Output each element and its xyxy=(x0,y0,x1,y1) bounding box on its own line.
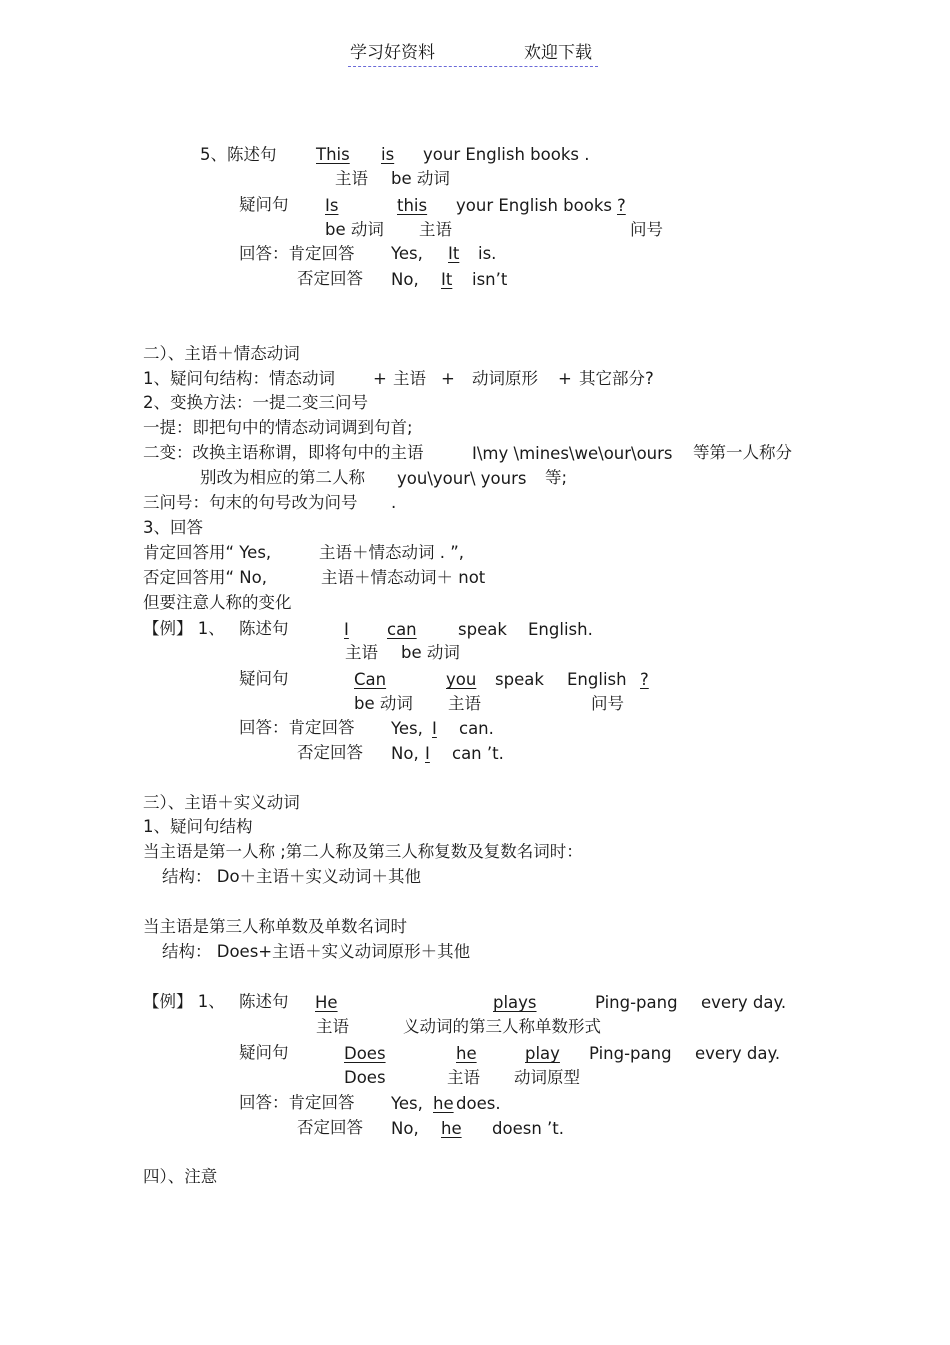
sec3-line3: 结构： Do＋主语＋实义动词＋其他 xyxy=(162,867,422,886)
sec2-no-cant: can ’t. xyxy=(452,744,504,763)
sec2-q-english: English xyxy=(567,670,627,689)
ex5-word-is: is xyxy=(381,145,395,164)
header-left-text: 学习好资料 xyxy=(350,43,435,63)
sec2-line9-a: 否定回答用“ No, xyxy=(143,568,267,587)
sec3-ex-sub-verb: 义动词的第三人称单数形式 xyxy=(403,1017,601,1036)
page-header xyxy=(348,42,598,67)
sec3-no-he: he xyxy=(441,1119,462,1138)
sec3-q-label: 疑问句 xyxy=(239,1043,289,1062)
ex5-answer-label: 回答：肯定回答 xyxy=(239,244,355,263)
sec2-line4-c: 等第一人称分 xyxy=(693,443,792,462)
sec2-negative-label: 否定回答 xyxy=(297,743,363,762)
sec3-ex-sub-subject: 主语 xyxy=(316,1017,349,1036)
sec3-line4: 当主语是第三人称单数及单数名词时 xyxy=(143,917,407,936)
ex5-label: 5、陈述句 xyxy=(200,145,277,164)
sec2-line1-g: 其它部分? xyxy=(579,369,654,388)
sec2-line1-d: + xyxy=(441,369,455,388)
ex5-yes-it: It xyxy=(448,244,460,263)
ex5-q-mark: ? xyxy=(617,196,626,215)
sec2-line6-a: 三问号：句末的句号改为问号 xyxy=(143,493,358,512)
sec3-line1: 1、疑问句结构 xyxy=(143,817,253,836)
sec2-line1-f: + xyxy=(558,369,572,388)
sec2-ex-speak: speak xyxy=(458,620,507,639)
sec2-line1-e: 动词原形 xyxy=(472,369,538,388)
header-right-text: 欢迎下载 xyxy=(524,43,592,63)
sec3-ex-label: 【例】 1、 xyxy=(143,992,225,1011)
ex5-q-is: Is xyxy=(325,196,339,215)
sec2-ex-english: English. xyxy=(528,620,593,639)
sec3-line2: 当主语是第一人称 ;第二人称及第三人称复数及复数名词时： xyxy=(143,842,583,861)
sec3-ex-everyday: every day. xyxy=(701,993,787,1012)
sec3-no-doesnt: doesn ’t. xyxy=(492,1119,564,1138)
sec2-q-sub-subject: 主语 xyxy=(448,694,481,713)
ex5-q-rest: your English books xyxy=(456,196,612,215)
sec3-ex-pingpang: Ping-pang xyxy=(595,993,678,1012)
sec3-negative-label: 否定回答 xyxy=(297,1118,363,1137)
sec3-q-does: Does xyxy=(344,1044,386,1063)
sec2-line4-b: I\my \mines\we\our\ours xyxy=(472,444,673,463)
sec2-line8-a: 肯定回答用“ Yes, xyxy=(143,543,272,562)
sec3-no: No, xyxy=(391,1119,419,1138)
ex5-no: No, xyxy=(391,270,419,289)
sec2-ex-label: 【例】 1、 xyxy=(143,619,225,638)
sec2-line6-b: . xyxy=(391,493,397,512)
sec2-line5-a: 别改为相应的第二人称 xyxy=(200,468,365,487)
sec2-q-speak: speak xyxy=(495,670,544,689)
sec2-line5-b: you\your\ yours xyxy=(397,469,527,488)
sec2-line7: 3、回答 xyxy=(143,518,203,537)
sec2-q-sub-be: be 动词 xyxy=(354,694,413,713)
sec2-line10: 但要注意人称的变化 xyxy=(143,593,292,612)
sec2-line4-a: 二变：改换主语称谓，即将句中的主语 xyxy=(143,443,424,462)
sec2-q-label: 疑问句 xyxy=(239,669,289,688)
sec2-q-mark: ? xyxy=(640,670,649,689)
sec3-yes: Yes, xyxy=(391,1094,423,1113)
ex5-sub2-subject: 主语 xyxy=(419,220,452,239)
sec2-ex-stmt-label: 陈述句 xyxy=(239,619,289,638)
sec2-no: No, xyxy=(391,744,419,763)
sec3-q-play: play xyxy=(525,1044,560,1063)
sec2-line3: 一提：即把句中的情态动词调到句首; xyxy=(143,418,413,437)
sec3-yes-he: he xyxy=(433,1094,454,1113)
sec2-q-can: Can xyxy=(354,670,387,689)
ex5-no-it: It xyxy=(441,270,453,289)
sec3-yes-does: does. xyxy=(456,1094,501,1113)
sec3-line5: 结构： Does+主语＋实义动词原形＋其他 xyxy=(162,942,471,961)
sec3-ex-plays: plays xyxy=(493,993,537,1012)
ex5-yes-is: is. xyxy=(478,244,497,263)
ex5-word-this: This xyxy=(316,145,350,164)
sec2-line1-b: + xyxy=(373,369,387,388)
ex5-rest: your English books . xyxy=(423,145,590,164)
sec2-line1-a: 1、疑问句结构：情态动词 xyxy=(143,369,335,388)
sec3-title: 三）、主语＋实义动词 xyxy=(143,793,300,812)
sec2-ex-i: I xyxy=(344,620,349,639)
sec3-q-pingpang: Ping-pang xyxy=(589,1044,672,1063)
sec2-line2: 2、变换方法：一提二变三问号 xyxy=(143,393,368,412)
sec3-answer-label: 回答：肯定回答 xyxy=(239,1093,355,1112)
sec4-title: 四）、注意 xyxy=(143,1167,218,1186)
ex5-sub2-be: be 动词 xyxy=(325,220,384,239)
ex5-negative-label: 否定回答 xyxy=(297,269,363,288)
sec3-q-he: he xyxy=(456,1044,477,1063)
sec2-yes-can: can. xyxy=(459,719,494,738)
sec2-line5-c: 等; xyxy=(545,468,568,487)
sec2-yes: Yes, xyxy=(391,719,423,738)
ex5-sub2-qmark: 问号 xyxy=(630,220,663,239)
sec3-q-sub-does: Does xyxy=(344,1068,386,1087)
sec3-q-everyday: every day. xyxy=(695,1044,781,1063)
ex5-sub-subject: 主语 xyxy=(335,169,368,188)
sec2-line9-b: 主语＋情态动词＋ not xyxy=(321,568,486,587)
ex5-yes: Yes, xyxy=(391,244,423,263)
sec3-q-sub-verb: 动词原型 xyxy=(514,1068,580,1087)
sec3-ex-stmt-label: 陈述句 xyxy=(239,992,289,1011)
sec3-ex-he: He xyxy=(315,993,338,1012)
sec2-line1-c: 主语 xyxy=(393,369,426,388)
sec2-ex-sub-be: be 动词 xyxy=(401,643,460,662)
sec2-line8-b: 主语＋情态动词 . ”, xyxy=(319,543,465,562)
sec2-yes-i: I xyxy=(432,719,437,738)
sec3-q-sub-subject: 主语 xyxy=(447,1068,480,1087)
sec2-q-you: you xyxy=(446,670,477,689)
ex5-no-isnt: isn’t xyxy=(472,270,508,289)
ex5-q-this: this xyxy=(397,196,428,215)
sec2-no-i: I xyxy=(425,744,430,763)
sec2-answer-label: 回答：肯定回答 xyxy=(239,718,355,737)
sec2-title: 二）、主语＋情态动词 xyxy=(143,344,300,363)
sec2-q-sub-qmark: 问号 xyxy=(591,694,624,713)
ex5-question-label: 疑问句 xyxy=(239,195,289,214)
sec2-ex-sub-subject: 主语 xyxy=(345,643,378,662)
ex5-sub-be: be 动词 xyxy=(391,169,450,188)
sec2-ex-can: can xyxy=(387,620,417,639)
